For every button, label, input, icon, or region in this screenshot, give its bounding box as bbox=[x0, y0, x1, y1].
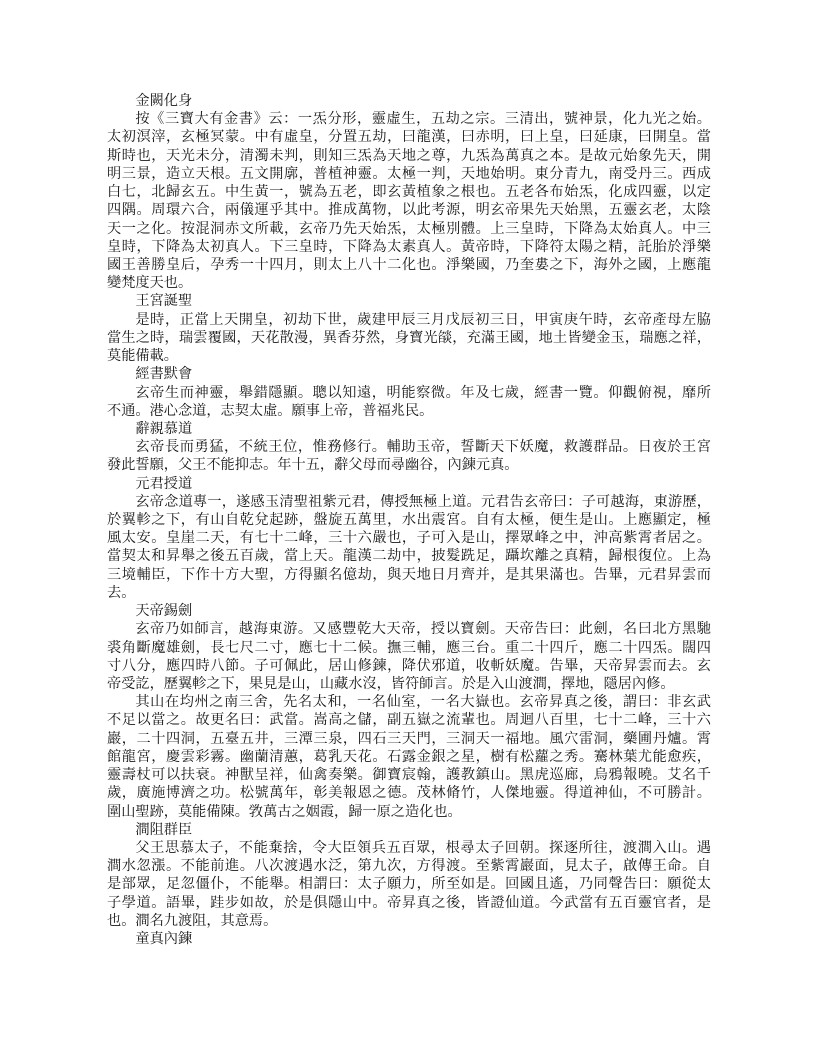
section-heading: 經書默會 bbox=[135, 366, 193, 383]
text-line: 斯時也，天光未分，清濁未判，則知三炁為天地之尊，九炁為萬真之本。是故元始象先天，開 bbox=[107, 147, 711, 164]
text-line: 玄帝生而神靈，舉錯隱顯。聰以知遠，明能察微。年及七歲，經書一覽。仰觀俯視，靡所 bbox=[135, 384, 711, 401]
text-line: 歲，廣施博濟之功。松號萬年，彰美報恩之德。茂林脩竹，人傑地靈。得道神仙，不可勝計。 bbox=[107, 785, 711, 802]
text-line: 國王善勝皇后，孕秀一十四月，則太上八十二化也。淨樂國，乃奎婁之下，海外之國，上應龍 bbox=[107, 256, 711, 273]
text-line: 三境輔臣，下作十方大聖，方得顯名億劫，與天地日月齊并，是其果滿也。告畢，元君昇雲而 bbox=[107, 566, 711, 583]
text-line: 子學道。語畢，跬步如故，於是俱隱山中。帝昇真之後，皆證仙道。今武當有五百靈官者，是 bbox=[107, 894, 711, 911]
text-line: 裘角斷魔雄劍，長七尺二寸，應七十二候。撫三輔，應三台。重二十四斤，應二十四炁。闊四 bbox=[107, 639, 711, 656]
text-line: 白七，北歸玄五。中生黃一，號為五老，即玄黃植象之根也。五老各布始炁，化成四靈，以定 bbox=[107, 184, 711, 201]
section-heading: 元君授道 bbox=[135, 475, 193, 492]
section-heading: 王宮誕聖 bbox=[135, 293, 193, 310]
text-line: 不通。港心念道，志契太虛。願事上帝，普福兆民。 bbox=[107, 402, 434, 419]
section-heading: 童真內鍊 bbox=[135, 931, 193, 948]
text-line: 是部眾，足忽僵仆，不能舉。相謂曰：太子願力，所至如是。回國且遙，乃同聲告曰：願從太 bbox=[107, 876, 711, 893]
text-line: 寸八分，應四時八節。子可佩此，居山修鍊，降伏邪道，收斬妖魔。告畢，天帝昇雲而去。玄 bbox=[107, 657, 711, 674]
text-line: 明三景，造立天根。五文開廓，普植神靈。太極一判，天地始明。東分青九，南受丹三。西成 bbox=[107, 165, 711, 182]
text-line: 玄帝長而勇猛，不統王位，惟務修行。輔助玉帝，誓斷天下妖魔，救護群品。日夜於王宮 bbox=[135, 439, 711, 456]
section-heading: 金闕化身 bbox=[135, 93, 193, 109]
text-line: 父王思慕太子，不能棄捨，令大臣領兵五百眾，根尋太子回朝。探逐所往，渡澗入山。遇 bbox=[135, 839, 711, 856]
section-heading: 辭親慕道 bbox=[135, 420, 193, 437]
text-line: 去。 bbox=[107, 584, 136, 601]
text-line: 館龍宮，慶雲彩霧。幽蘭清蕙，葛乳天花。石露金銀之星，樹有松蘿之秀。騫林葉尤能愈疾， bbox=[107, 748, 711, 765]
text-line: 風太安。皇崖二天，有七十二峰，三十六嚴也，子可入是山，擇眾峰之中，沖高紫霄者居之。 bbox=[107, 530, 711, 547]
text-line: 圍山聖跡，莫能備陳。敩萬古之姻霞，歸一原之造化也。 bbox=[107, 803, 462, 820]
text-line: 變梵度天也。 bbox=[107, 275, 193, 292]
text-line: 於翼軫之下，有山自乾兌起跡，盤旋五萬里，水出震宮。自有太極，便生是山。上應顯定，極 bbox=[107, 512, 711, 529]
text-line: 按《三寶大有金書》云：一炁分形，靈虛生，五劫之宗。三清出，號神景，化九光之始。 bbox=[135, 111, 711, 128]
text-line: 莫能備載。 bbox=[107, 348, 178, 365]
text-line: 太初溟滓，玄極冥蒙。中有虛皇，分置五劫，曰龍漢，曰赤明，曰上皇，曰延康，曰開皇。當 bbox=[107, 129, 711, 146]
text-line: 天一之化。按混洞赤文所載，玄帝乃先天始炁，太極別體。上三皇時，下降為太始真人。中三 bbox=[107, 220, 711, 237]
text-line: 當生之時，瑞雲覆國，天花散漫，異香芬然，身寶光燄，充滿王國，地土皆變金玉，瑞應之祥， bbox=[107, 329, 711, 346]
text-line: 玄帝念道專一，遂感玉清聖祖紫元君，傳授無極上道。元君告玄帝曰：子可越海，東游歷， bbox=[135, 493, 711, 510]
text-line: 當契太和昇舉之後五百歲，當上天。龍漢二劫中，披髮跣足，躡坎離之真精，歸根復位。上為 bbox=[107, 548, 711, 565]
text-line: 巖，二十四洞，五臺五井，三潭三泉，四石三天門，三洞天一福地。風穴雷洞，藥圃丹爐。霄 bbox=[107, 730, 711, 747]
text-line: 靈壽杖可以扶衰。神獸呈祥，仙禽奏樂。御寶宸翰，護教鎮山。黑虎巡廊，烏鴉報曉。艾名千 bbox=[107, 767, 711, 784]
text-line: 也。澗名九渡阻，其意焉。 bbox=[107, 912, 278, 929]
section-heading: 天帝錫劍 bbox=[135, 603, 193, 620]
section-heading: 澗阻群臣 bbox=[135, 821, 193, 838]
text-line: 發此誓願，父王不能抑志。年十五，辭父母而尋幽谷，內鍊元真。 bbox=[107, 457, 519, 474]
text-line: 澗水忽漲。不能前進。八次渡遇水泛，第九次，方得渡。至紫霄巖面，見太子，啟傳王命。自 bbox=[107, 858, 711, 875]
text-line: 不足以當之。故更名曰：武當。嵩高之儲，副五嶽之流輩也。周迴八百里，七十二峰，三十六 bbox=[107, 712, 711, 729]
text-line: 四隅。周環六合，兩儀運乎其中。推成萬物，以此考源，明玄帝果先天始黑，五靈玄老，太陰 bbox=[107, 202, 711, 219]
text-line: 玄帝乃如師言，越海東游。又感豐乾大天帝，授以寶劍。天帝告曰：此劍，名曰北方黑馳 bbox=[135, 621, 711, 638]
text-line: 帝受訖，歷翼軫之下，果見是山，山藏水沒，皆符師言。於是入山渡澗，擇地，隱居內修。 bbox=[107, 676, 675, 692]
text-line: 皇時，下降為太初真人。下三皇時，下降為太素真人。黃帝時，下降符太陽之精，託胎於淨樂 bbox=[107, 238, 711, 255]
text-line: 其山在均州之南三舍，先名太和，一名仙室，一名大嶽也。玄帝昇真之後，謂曰：非玄武 bbox=[135, 694, 711, 711]
text-line: 是時，正當上天開皇，初劫下世，歲建甲辰三月戊辰初三日，甲寅庚午時，玄帝產母左脇 bbox=[135, 311, 711, 328]
